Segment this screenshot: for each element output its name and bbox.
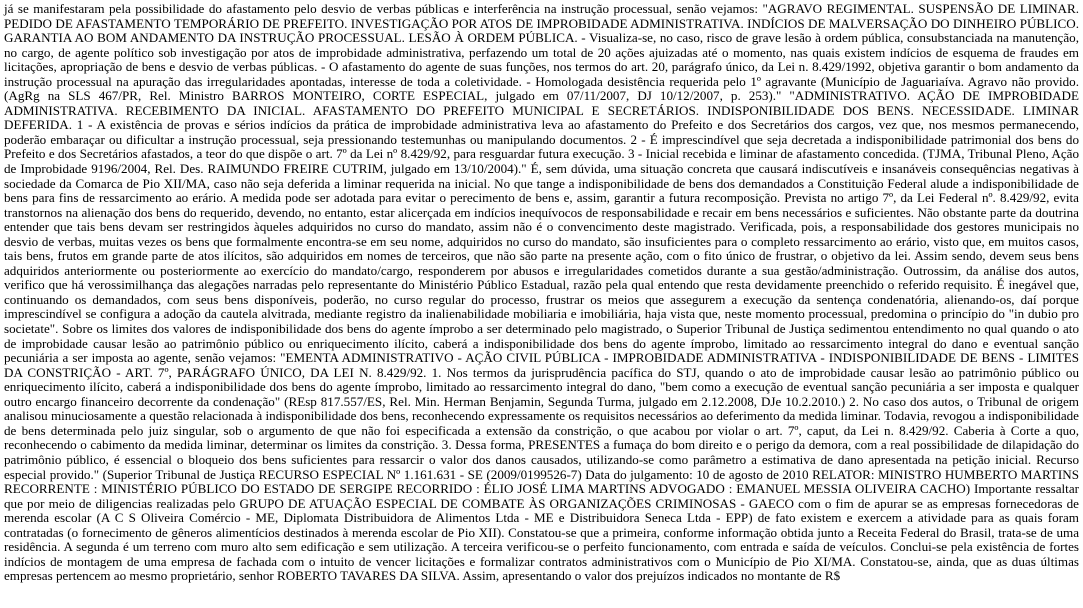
document-body-text: já se manifestaram pela possibilidade do afastamento pelo desvio de verbas públicas e interferência na instrução processual, senão vejamos: "AGRAVO REGIMENTAL. SUSPENSÃO DE LIMINAR. PEDIDO DE AFASTAMENTO TEMPORÁRIO DE PREFEITO. INVESTIGAÇÃO POR ATOS DE IMPROBIDADE ADMINISTRATIVA. INDÍCIOS DE MALVERSAÇÃO DO DINHEIRO PÚBLICO. GARANTIA AO BOM ANDAMENTO DA INSTRUÇÃO PROCESSUAL. LESÃO À ORDEM PÚBLICA. - Visualiza-se, no caso, risco de grave lesão à ordem pública, consubstanciada na manutenção, no cargo, de agente político sob investigação por atos de improbidade administrativa, perfazendo um total de 20 ações ajuizadas até o momento, nas quais existem indícios de esquema de fraudes em licitações, apropriação de bens e desvio de verbas públicas. - O afastamento do agente de suas funções, nos termos do art. 20, parágrafo único, da Lei n. 8.429/1992, objetiva garantir o bom andamento da instrução processual na apuração das irregularidades apontadas, interesse de toda a coletividade. - Homologada desistência requerida pelo 1º agravante (Município de Jaguariaíva. Agravo não provido. (AgRg na SLS 467/PR, Rel. Ministro BARROS MONTEIRO, CORTE ESPECIAL, julgado em 07/11/2007, DJ 10/12/2007, p. 253)." "ADMINISTRATIVO. AÇÃO DE IMPROBIDADE ADMINISTRATIVA. RECEBIMENTO DA INICIAL. AFASTAMENTO DO PREFEITO MUNICIPAL E SECRETÁRIOS. INDISPONIBILIDADE DOS BENS. NECESSIDADE. LIMINAR DEFERIDA. 1 - A existência de provas e sérios indícios da prática de improbidade administrativa leva ao afastamento do Prefeito e dos Secretários dos cargos, vez que, nos mesmos permanecendo, poderão embaraçar ou dificultar a instrução processual, seja pressionando testemunhas ou manipulando documentos. 2 - É imprescindível que seja decretada a indisponibilidade patrimonial dos bens do Prefeito e dos Secretários afastados, a teor do que dispõe o art. 7º da Lei nº 8.429/92, para resguardar futura execução. 3 - Inicial recebida e liminar de afastamento concedida. (TJMA, Tribunal Pleno, Ação de Improbidade 9196/2004, Rel. Des. RAIMUNDO FREIRE CUTRIM, julgado em 13/10/2004)." É, sem dúvida, uma situação concreta que causará indiscutíveis e insanáveis consequências negativas à sociedade da Comarca de Pio XII/MA, caso não seja deferida a liminar requerida na inicial. No que tange a indisponibilidade de bens dos demandados a Constituição Federal alude a indisponibilidade de bens para fins de ressarcimento ao erário. A medida pode ser adotada para evitar o perecimento de bens e, assim, garantir a futura recomposição. Prevista no artigo 7º, da Lei Federal nº. 8.429/92, evita transtornos na alienação dos bens do requerido, devendo, no entanto, estar alicerçada em indícios inequívocos de responsabilidade e recair em bens necessários e suficientes. Não obstante parte da doutrina entender que tais bens devam ser restringidos àqueles adquiridos no curso do mandato, assim não é o convencimento deste magistrado. Verificada, pois, a responsabilidade dos gestores municipais no desvio de verbas, muitas vezes os bens que formalmente encontra-se em seu nome, adquiridos no curso do mandato, são insuficientes para o completo ressarcimento ao erário, visto que, em muitos casos, tais bens, frutos em grande parte de atos ilícitos, são adquiridos em nomes de terceiros, que não são parte na presente ação, com o fito único de frustrar, o objetivo da lei. Assim sendo, devem seus bens adquiridos anteriormente ou posteriormente ao exercício do mandato/cargo, responderem por abusos e irregularidades cometidos durante a sua gestão/administração. Outrossim, da análise dos autos, verifico que há verossimilhança das alegações narradas pelo representante do Ministério Público Estadual, razão pela qual entendo que resta devidamente preenchido o referido requisito. É inegável que, continuando os demandados, com seus bens disponíveis, poderão, no curso regular do processo, frustrar os meios que assegurem a execução da sentença condenatória, alienando-os, daí porque imprescindível se configura a adoção da cautela alvitrada, mediante registro da inalienabilidade mobiliaria e imobiliária, haja vista que, neste momento processual, predomina o princípio do "in dubio pro societate". Sobre os limites dos valores de indisponibilidade dos bens do agente ímprobo a ser determinado pelo magistrado, o Superior Tribunal de Justiça sedimentou entendimento no qual quando o ato de improbidade causar lesão ao patrimônio público ou enriquecimento ilícito, caberá a indisponibilidade dos bens do agente ímprobo, limitado ao ressarcimento integral do dano e eventual sanção pecuniária a ser imposta ao agente, senão vejamos: "EMENTA ADMINISTRATIVO - AÇÃO CIVIL PÚBLICA - IMPROBIDADE ADMINISTRATIVA - INDISPONIBILIDADE DE BENS - LIMITES DA CONSTRIÇÃO - ART. 7º, PARÁGRAFO ÚNICO, DA LEI N. 8.429/92. 1. Nos termos da jurisprudência pacífica do STJ, quando o ato de improbidade causar lesão ao patrimônio público ou enriquecimento ilícito, caberá a indisponibilidade dos bens do agente ímprobo, limitado ao ressarcimento integral do dano, "bem como a execução de eventual sanção pecuniária a ser imposta e qualquer outro encargo financeiro decorrente da condenação" (REsp 817.557/ES, Rel. Min. Herman Benjamin, Segunda Turma, julgado em 2.12.2008, DJe 10.2.2010.) 2. No caso dos autos, o Tribunal de origem analisou minuciosamente a questão relacionada à indisponibilidade dos bens, reconhecendo expressamente os requisitos necessários ao deferimento da medida liminar. Todavia, revogou a indisponibilidade de bens determinada pelo juiz singular, sob o argumento de que não foi especificada a extensão da constrição, o que acabou por violar o art. 7º, caput, da Lei n. 8.429/92. Caberia à Corte a quo, reconhecendo o cabimento da medida liminar, determinar os limites da constrição. 3. Dessa forma, PRESENTES a fumaça do bom direito e o perigo da demora, com a real possibilidade de dilapidação do patrimônio público, é essencial o bloqueio dos bens suficientes para ressarcir o valor dos danos causados, utilizando-se como parâmetro a estimativa de dano apresentada na petição inicial. Recurso especial provido." (Superior Tribunal de Justiça RECURSO ESPECIAL Nº 1.161.631 - SE (2009/0199526-7) Data do julgamento: 10 de agosto de 2010 RELATOR: MINISTRO HUMBERTO MARTINS RECORRENTE : MINISTÉRIO PÚBLICO DO ESTADO DE SERGIPE RECORRIDO : ÉLIO JOSÉ LIMA MARTINS ADVOGADO : EMANUEL MESSIA OLIVEIRA CACHO) Importante ressaltar que por meio de diligencias realizadas pelo GRUPO DE ATUAÇÃO ESPECIAL DE COMBATE ÀS ORGANIZAÇÕES CRIMINOSAS - GAECO com o fim de apurar se as empresas fornecedoras de merenda escolar (A C S Oliveira Comércio - ME, Diplomata Distribuidora de Alimentos Ltda - ME e Distribuidora Seneca Ltda - EPP) de fato existem e exercem a atividade para as quais foram contratadas (o fornecimento de gêneros alimentícios destinados à merenda escolar de Pio XII). Constatou-se que a primeira, conforme informação obtida junto a Receita Federal do Brasil, trata-se de uma residência. A segunda é um terreno com muro alto sem edificação e sem utilização. A terceira verificou-se o perfeito funcionamento, com entrada e saída de veículos. Conclui-se pela existência de fortes indícios de montagem de uma empresa de fachada com o intuito de vencer licitações e formalizar contratos administrativos com o Município de Pio XI/MA. Constatou-se, ainda, que as duas últimas empresas pertencem ao mesmo proprietário, senhor ROBERTO TAVARES DA SILVA. Assim, apresentando o valor dos prejuízos indicados no montante de R$ [4, 1, 1079, 584]
